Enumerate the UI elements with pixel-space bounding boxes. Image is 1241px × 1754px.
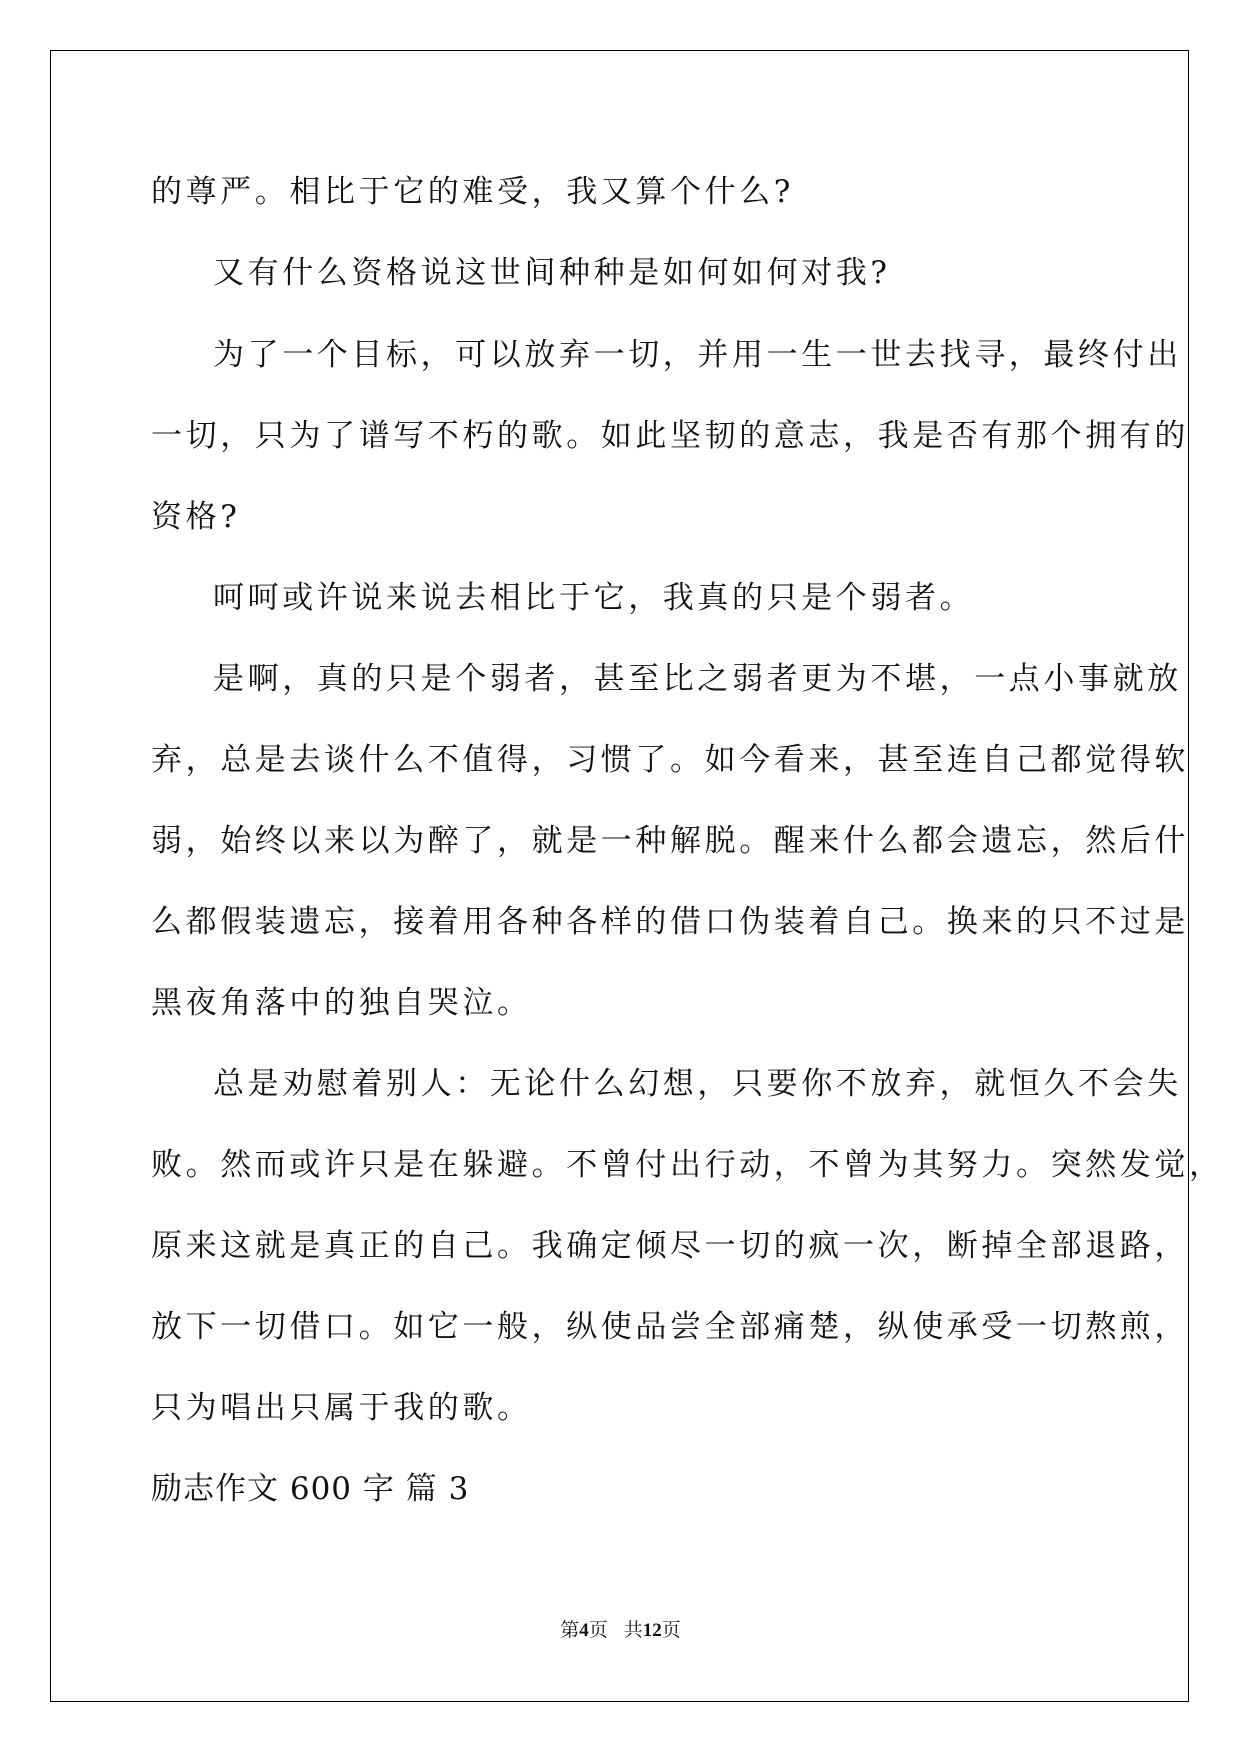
body-line-3: 为了一个目标，可以放弃一切，并用一生一世去找寻，最终付出 bbox=[213, 337, 1182, 373]
footer-total-prefix: 共 bbox=[623, 1620, 643, 1641]
footer-page-suffix: 页 bbox=[588, 1620, 608, 1641]
body-line-15: 放下一切借口。如它一般，纵使品尝全部痛楚，纵使承受一切熬煎， bbox=[151, 1309, 1189, 1345]
body-line-1: 的尊严。相比于它的难受，我又算个什么? bbox=[151, 174, 795, 210]
body-line-5: 资格? bbox=[151, 499, 241, 535]
page-footer bbox=[0, 1618, 1241, 1644]
body-line-11: 黑夜角落中的独自哭泣。 bbox=[151, 985, 532, 1021]
current-page-number: 4 bbox=[579, 1620, 589, 1641]
body-line-16: 只为唱出只属于我的歌。 bbox=[151, 1390, 532, 1426]
body-line-8: 弃，总是去谈什么不值得，习惯了。如今看来，甚至连自己都觉得软 bbox=[151, 742, 1189, 778]
body-line-14: 原来这就是真正的自己。我确定倾尽一切的疯一次，断掉全部退路， bbox=[151, 1228, 1189, 1264]
body-line-13: 败。然而或许只是在躲避。不曾付出行动，不曾为其努力。突然发觉， bbox=[151, 1147, 1224, 1183]
section-heading: 励志作文 600 字 篇 3 bbox=[151, 1471, 470, 1507]
total-pages-number: 12 bbox=[642, 1620, 662, 1641]
body-line-7: 是啊，真的只是个弱者，甚至比之弱者更为不堪，一点小事就放 bbox=[213, 661, 1182, 697]
body-line-4: 一切，只为了谱写不朽的歌。如此坚韧的意志，我是否有那个拥有的 bbox=[151, 418, 1189, 454]
body-line-12: 总是劝慰着别人：无论什么幻想，只要你不放弃，就恒久不会失 bbox=[213, 1066, 1182, 1102]
body-line-10: 么都假装遗忘，接着用各种各样的借口伪装着自己。换来的只不过是 bbox=[151, 904, 1189, 940]
body-line-2: 又有什么资格说这世间种种是如何如何对我? bbox=[213, 255, 891, 291]
footer-prefix: 第 bbox=[560, 1620, 580, 1641]
body-line-9: 弱，始终以来以为醉了，就是一种解脱。醒来什么都会遗忘，然后什 bbox=[151, 823, 1189, 859]
body-line-6: 呵呵或许说来说去相比于它，我真的只是个弱者。 bbox=[213, 580, 975, 616]
footer-total-suffix: 页 bbox=[661, 1620, 681, 1641]
page-border bbox=[50, 50, 1189, 1702]
